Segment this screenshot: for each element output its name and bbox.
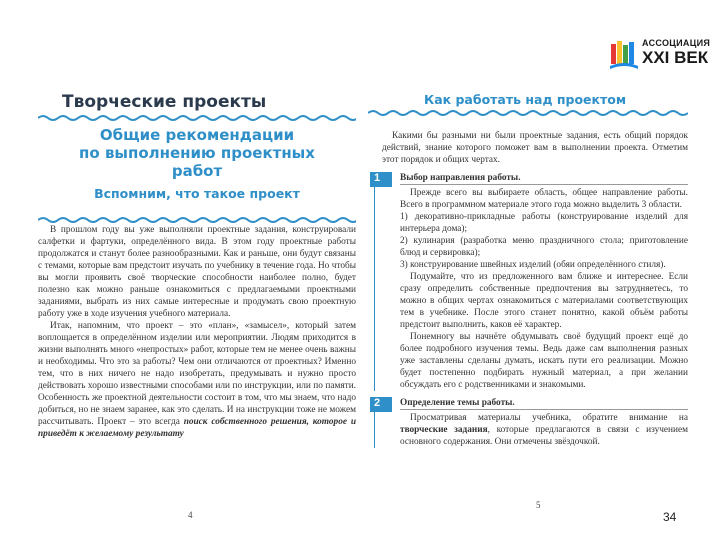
- paragraph: Понемногу вы начнёте обдумывать своё будущий проект ещё до более подробного изучения темы. Ведь даже сам выполнения разных уже заставлены сделаны думать, искать пути его реализации. Можно будет постепенно подбирать нужный материал, а при желании обсуждать его с родственниками и знакомыми.: [400, 332, 688, 390]
- left-page-title: Творческие проекты: [62, 92, 267, 112]
- subtitle-line: по выполнению проектных: [79, 144, 315, 162]
- paragraph: Прежде всего вы выбираете область, общее направление работы. Всего в программном материале этого года можно выделить 3 области.: [400, 188, 688, 210]
- step-line: [374, 187, 375, 391]
- paragraph-text: Просматривая материалы учебника, обратите внимание на: [410, 413, 688, 423]
- wave-divider: [38, 216, 356, 224]
- intro-paragraph: Какими бы разными ни были проектные задания, есть общий порядок действий, знание которого поможет вам в выполнении проекта. Отметим этот порядок и общих чертах.: [382, 131, 688, 165]
- step-2: [368, 397, 688, 448]
- right-page: [368, 92, 688, 522]
- left-body-text: [38, 224, 356, 440]
- step-title: Определение темы работы.: [400, 397, 688, 410]
- step-number-badge: 2: [370, 397, 392, 412]
- wave-divider: [368, 109, 688, 117]
- paragraph-emphasis: творческие задания: [400, 425, 488, 435]
- left-subtitle: [38, 126, 356, 180]
- step-line: [374, 412, 375, 448]
- logo-line1: АССОЦИАЦИЯ: [642, 38, 711, 48]
- section-heading: Вспомним, что такое проект: [94, 186, 300, 201]
- subtitle-line: работ: [171, 162, 223, 180]
- list-item: 3) конструирование швейных изделий (обяи определённого стиля).: [400, 260, 666, 270]
- list-item: 1) декоративно-прикладные работы (конструирование изделий для интерьера дома);: [400, 212, 688, 234]
- subtitle-line: Общие рекомендации: [99, 126, 295, 144]
- paragraph-text: Итак, напомним, что проект – это «план», «замысел», который затем воплощается в определённом изделии или мероприятии. Людям приходится в жизни выполнять много «непростых» работ, которые тем не менее очень важны и необходимы. Что это за работы? Чем они отличаются от проектных? Именно тем, что в них ничего не надо изобретать, предумывать и нужно просто действовать хорошо известными способами или по инструкции, или по памяти. Особенность же проектной деятельности состоит в том, что мы знаем, что надо добиться, но не знаем заранее, как это сделать. И на инструкции тоже не можем рассчитывать. Проект – это всегда: [38, 321, 356, 427]
- association-logo: [610, 36, 711, 72]
- paragraph: Подумайте, что из предложенного вам ближе и интереснее. Если сразу определить собственные предпочтения вы затрудняетесь, то можно в общих чертах ознакомиться с материалами соответствующих тем в учебнике. После этого станет понятно, какой объём работы предстоит выполнить, каков её характер.: [400, 272, 688, 330]
- step-number-badge: 1: [370, 172, 392, 187]
- step-1: [368, 172, 688, 391]
- page-number-left: 4: [188, 510, 193, 520]
- step-title: Выбор направления работы.: [400, 172, 688, 185]
- right-body-text: [368, 130, 688, 448]
- slide-number: 34: [663, 510, 677, 524]
- paragraph: В прошлом году вы уже выполняли проектные задания, конструировали салфетки и фартуки, определённого вида. В этом году проектные работы продолжатся и станут более разнообразными. Как и раньше, они будут связаны с темами, которые вам предстоит изучать по учебнику в течение года. Но чтобы вы могли проявить своё творческие способности наиболее полно, будет полезно как можно раньше ознакомиться с предлагаемыми проектными заданиями, выбрать из них самые интересные и продумать свою проектную работу уже в ходе изучения учебного материала.: [38, 225, 356, 319]
- list-item: 2) кулинария (разработка меню праздничного стола; приготовление блюд и сервировка);: [400, 236, 688, 258]
- logo-line2: XXI ВЕК: [642, 48, 709, 67]
- paragraph-emphasis: поиск собственного решения, которое и приведёт к желаемому результату: [38, 417, 356, 439]
- right-page-title: Как работать над проектом: [424, 92, 627, 107]
- paragraph-text: , которые предлагаются в связи с изучением основного содержания. Они отмечены звёздочкой.: [400, 425, 688, 447]
- books-icon: [610, 36, 638, 72]
- paragraph: [400, 412, 688, 448]
- wave-divider: [38, 114, 356, 122]
- left-page: [38, 92, 356, 522]
- paragraph: [38, 320, 356, 440]
- page-number-right: 5: [536, 500, 541, 510]
